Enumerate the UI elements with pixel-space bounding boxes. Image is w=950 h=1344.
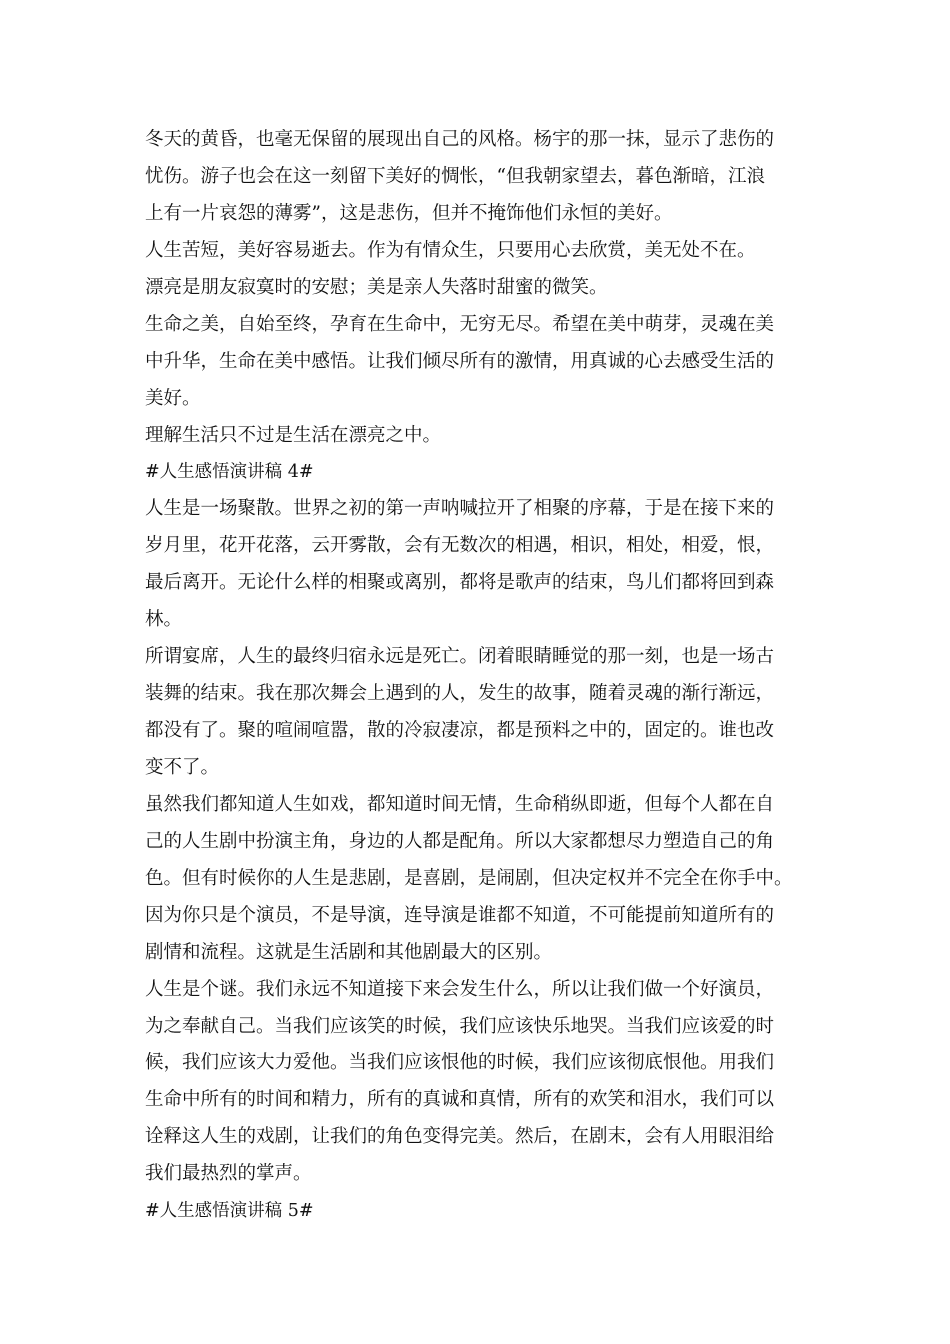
section-heading: #人生感悟演讲稿 4# bbox=[145, 462, 314, 483]
text-line: 理解生活只不过是生活在漂亮之中。 bbox=[145, 424, 442, 446]
text-line: 剧情和流程。这就是生活剧和其他剧最大的区别。 bbox=[145, 941, 553, 963]
text-line: 中升华，生命在美中感悟。让我们倾尽所有的激情，用真诚的心去感受生活的 bbox=[145, 350, 775, 372]
text-line: 漂亮是朋友寂寞时的安慰；美是亲人失落时甜蜜的微笑。 bbox=[145, 276, 608, 298]
text-line: 虽然我们都知道人生如戏，都知道时间无情，生命稍纵即逝，但每个人都在自 bbox=[145, 793, 775, 815]
text-line: 岁月里，花开花落，云开雾散，会有无数次的相遇，相识，相处，相爱，恨， bbox=[145, 535, 775, 557]
text-line: 己的人生剧中扮演主角，身边的人都是配角。所以大家都想尽力塑造自己的角 bbox=[145, 830, 775, 852]
text-line: 林。 bbox=[145, 609, 183, 631]
document-body bbox=[145, 122, 815, 1230]
text-line: 诠释这人生的戏剧，让我们的角色变得完美。然后，在剧末，会有人用眼泪给 bbox=[145, 1126, 775, 1148]
text-line: 色。但有时候你的人生是悲剧，是喜剧，是闹剧，但决定权并不完全在你手中。 bbox=[145, 867, 793, 889]
text-line: 人生是一场聚散。世界之初的第一声呐喊拉开了相聚的序幕，于是在接下来的 bbox=[145, 498, 775, 520]
text-line: 上有一片哀怨的薄雾”，这是悲伤，但并不掩饰他们永恒的美好。 bbox=[145, 202, 673, 224]
text-line: 候，我们应该大力爱他。当我们应该恨他的时候，我们应该彻底恨他。用我们 bbox=[145, 1052, 775, 1074]
text-line: 所谓宴席，人生的最终归宿永远是死亡。闭着眼睛睡觉的那一刻，也是一场古 bbox=[145, 646, 775, 668]
text-line: 装舞的结束。我在那次舞会上遇到的人，发生的故事，随着灵魂的渐行渐远， bbox=[145, 683, 775, 705]
section-heading: #人生感悟演讲稿 5# bbox=[145, 1201, 314, 1222]
text-line: 生命之美，自始至终，孕育在生命中，无穷无尽。希望在美中萌芽，灵魂在美 bbox=[145, 313, 775, 335]
text-line: 最后离开。无论什么样的相聚或离别，都将是歌声的结束，鸟儿们都将回到森 bbox=[145, 572, 775, 594]
text-line: 美好。 bbox=[145, 387, 201, 409]
text-line: 变不了。 bbox=[145, 756, 220, 778]
text-line: 忧伤。游子也会在这一刻留下美好的惆怅，“但我朝家望去，暮色渐暗，江浪 bbox=[145, 165, 765, 187]
text-line: 为之奉献自己。当我们应该笑的时候，我们应该快乐地哭。当我们应该爱的时 bbox=[145, 1015, 775, 1037]
text-line: 人生是个谜。我们永远不知道接下来会发生什么，所以让我们做一个好演员， bbox=[145, 978, 775, 1000]
text-line: 冬天的黄昏，也毫无保留的展现出自己的风格。杨宇的那一抹，显示了悲伤的 bbox=[145, 129, 775, 150]
text-line: 人生苦短，美好容易逝去。作为有情众生，只要用心去欣赏，美无处不在。 bbox=[145, 239, 756, 261]
text-line: 都没有了。聚的喧闹喧嚣，散的冷寂凄凉，都是预料之中的，固定的。谁也改 bbox=[145, 720, 775, 741]
text-line: 生命中所有的时间和精力，所有的真诚和真情，所有的欢笑和泪水，我们可以 bbox=[145, 1089, 775, 1111]
text-line: 因为你只是个演员，不是导演，连导演是谁都不知道，不可能提前知道所有的 bbox=[145, 904, 775, 926]
text-line: 我们最热烈的掌声。 bbox=[145, 1163, 312, 1185]
